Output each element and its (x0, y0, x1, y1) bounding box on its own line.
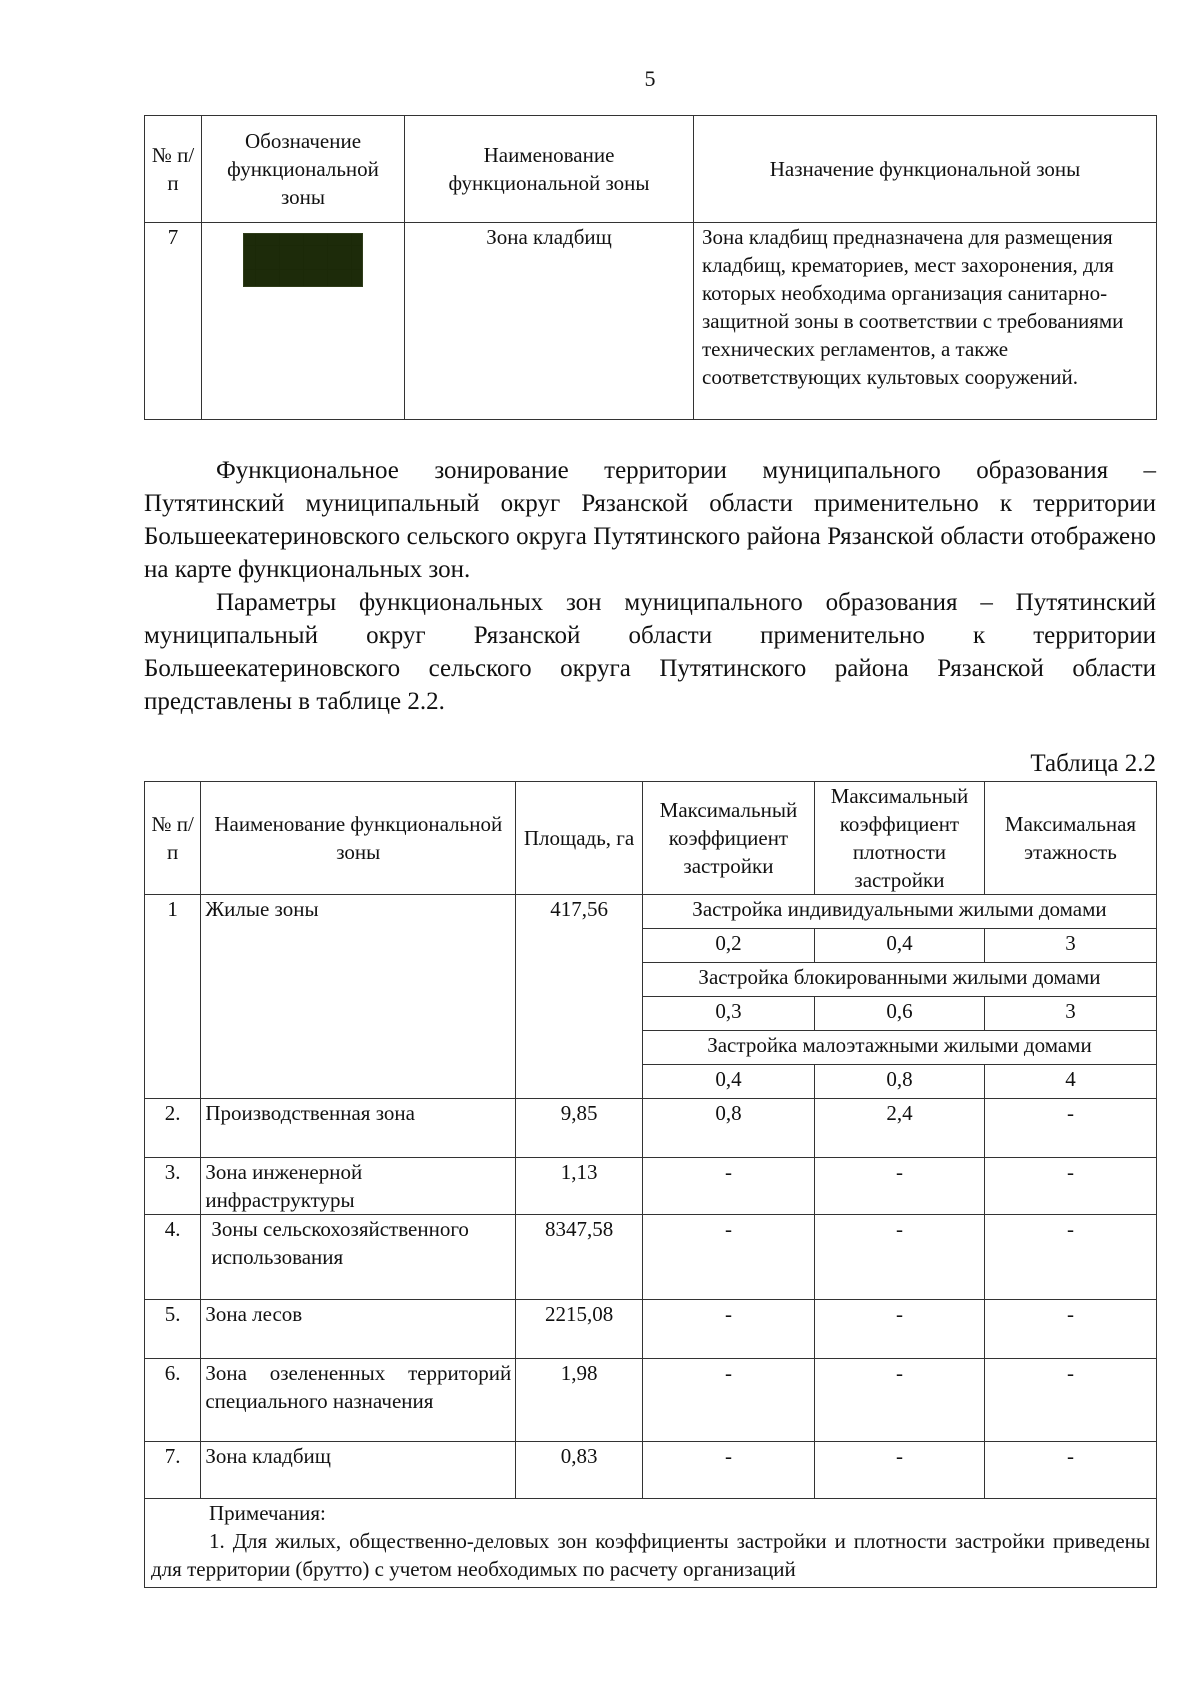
max-floors: - (984, 1300, 1156, 1359)
density-coef: - (814, 1215, 984, 1300)
building-coef: 0,2 (642, 929, 814, 963)
header-max-floors: Максимальная этажность (984, 782, 1156, 895)
header-building-coef: Максимальный коэффициент застройки (642, 782, 814, 895)
max-floors: - (984, 1359, 1156, 1442)
max-floors: 3 (984, 997, 1156, 1031)
building-coef: - (642, 1300, 814, 1359)
max-floors: 3 (984, 929, 1156, 963)
page-number: 5 (644, 66, 656, 91)
table-header-row (145, 782, 1157, 895)
row-num: 6. (145, 1359, 201, 1442)
zone-name: Зоны сельскохозяйственного использования (201, 1215, 516, 1300)
zone-area: 8347,58 (516, 1215, 643, 1300)
zone-area: 0,83 (516, 1442, 643, 1499)
building-coef: - (642, 1215, 814, 1300)
row-num: 5. (145, 1300, 201, 1359)
table-header-row (145, 116, 1157, 223)
density-coef: 0,6 (814, 997, 984, 1031)
zone-name: Зона кладбищ (405, 223, 694, 420)
zone-name: Зона озелененных территорий специального назначения (201, 1359, 516, 1442)
cemetery-zone-swatch (243, 233, 363, 287)
note-1: 1. Для жилых, общественно-деловых зон коэффициенты застройки и плотности застройки приведены для территории (брутто) с учетом необходимых по расчету организаций (151, 1529, 1150, 1581)
building-coef: 0,3 (642, 997, 814, 1031)
zone-area: 1,98 (516, 1359, 643, 1442)
zone-area: 9,85 (516, 1099, 643, 1158)
zone-name: Зона кладбищ (201, 1442, 516, 1499)
subtype-label: Застройка индивидуальными жилыми домами (642, 895, 1156, 929)
subtype-label: Застройка блокированными жилыми домами (642, 963, 1156, 997)
row-num: 7 (145, 223, 202, 420)
building-coef: 0,4 (642, 1065, 814, 1099)
zone-purpose: Зона кладбищ предназначена для размещения кладбищ, крематориев, мест захоронения, для которых необходима организация санитарно-защитной зоны в соответствии с требованиями технических регламентов, а также соответствующих культовых сооружений. (694, 223, 1157, 420)
density-coef: 0,8 (814, 1065, 984, 1099)
zone-name: Зона лесов (201, 1300, 516, 1359)
zone-parameters-table (144, 781, 1157, 1588)
table-row (145, 1215, 1157, 1300)
header-zone-purpose: Назначение функциональной зоны (694, 116, 1157, 223)
zone-area: 2215,08 (516, 1300, 643, 1359)
header-num: № п/п (145, 116, 202, 223)
row-num: 4. (145, 1215, 201, 1300)
notes-title: Примечания: (209, 1501, 326, 1525)
table-row (145, 895, 1157, 929)
density-coef: 0,4 (814, 929, 984, 963)
max-floors: 4 (984, 1065, 1156, 1099)
header-zone-name: Наименование функциональной зоны (201, 782, 516, 895)
table-row (145, 1158, 1157, 1215)
paragraph-parameters: Параметры функциональных зон муниципального образования – Путятинский муниципальный округ Рязанской области применительно к территории Большеекатериновского сельского округа Путятинского района Рязанской области представлены в таблице 2.2. (144, 589, 1156, 715)
max-floors: - (984, 1215, 1156, 1300)
row-num: 2. (145, 1099, 201, 1158)
density-coef: - (814, 1359, 984, 1442)
max-floors: - (984, 1442, 1156, 1499)
table-row (145, 1099, 1157, 1158)
zone-description-table (144, 115, 1157, 420)
zone-swatch-cell (202, 223, 405, 420)
table-caption: Таблица 2.2 (1030, 750, 1156, 777)
max-floors: - (984, 1158, 1156, 1215)
table-row (145, 223, 1157, 420)
table-row (145, 1442, 1157, 1499)
row-num: 1 (145, 895, 201, 1099)
table-row (145, 1300, 1157, 1359)
header-designation: Обозначение функциональной зоны (202, 116, 405, 223)
density-coef: - (814, 1442, 984, 1499)
paragraph-zoning: Функциональное зонирование территории муниципального образования – Путятинский муниципальный округ Рязанской области применительно к территории Большеекатериновского сельского округа Путятинского района Рязанской области отображено на карте функциональных зон. (144, 457, 1156, 583)
header-num: № п/п (145, 782, 201, 895)
zone-area: 417,56 (516, 895, 643, 1099)
header-zone-name: Наименование функциональной зоны (405, 116, 694, 223)
row-num: 3. (145, 1158, 201, 1215)
density-coef: 2,4 (814, 1099, 984, 1158)
subtype-label: Застройка малоэтажными жилыми домами (642, 1031, 1156, 1065)
building-coef: - (642, 1442, 814, 1499)
notes-row (145, 1499, 1157, 1588)
zone-area: 1,13 (516, 1158, 643, 1215)
zone-name: Зона инженерной инфраструктуры (201, 1158, 516, 1215)
zone-name: Жилые зоны (201, 895, 516, 1099)
building-coef: 0,8 (642, 1099, 814, 1158)
cross-pattern (244, 234, 362, 286)
building-coef: - (642, 1158, 814, 1215)
notes-cell (145, 1499, 1157, 1588)
table-row (145, 1359, 1157, 1442)
building-coef: - (642, 1359, 814, 1442)
density-coef: - (814, 1300, 984, 1359)
max-floors: - (984, 1099, 1156, 1158)
header-area: Площадь, га (516, 782, 643, 895)
header-density-coef: Максимальный коэффициент плотности застройки (814, 782, 984, 895)
density-coef: - (814, 1158, 984, 1215)
row-num: 7. (145, 1442, 201, 1499)
zone-name: Производственная зона (201, 1099, 516, 1158)
